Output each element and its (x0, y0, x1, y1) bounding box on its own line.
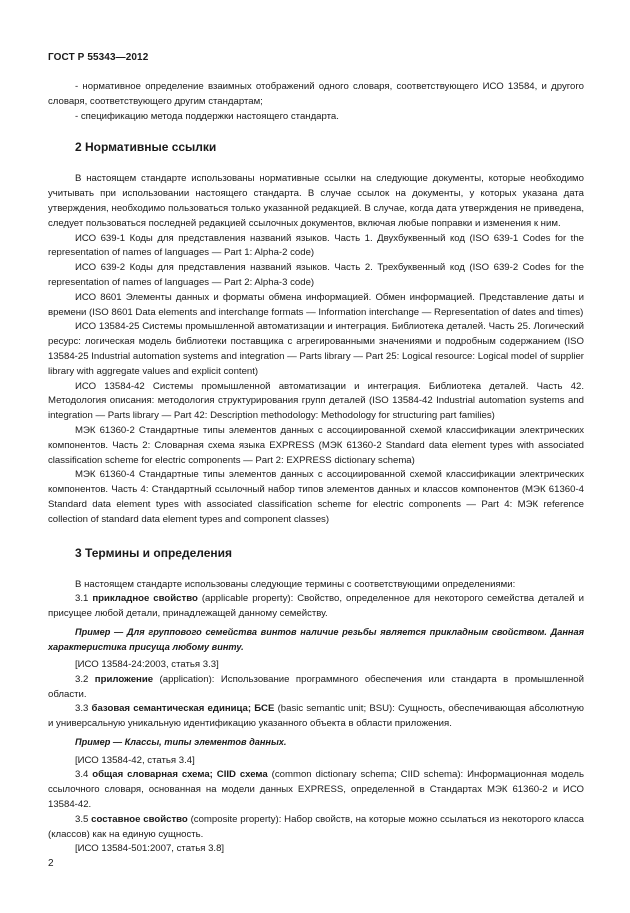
term-number: 3.4 (75, 769, 93, 781)
page-number: 2 (48, 858, 54, 869)
document-body (48, 80, 584, 857)
term-definition: (application): Использование программного обеспечения или стандарта в промышленной области. (48, 673, 584, 700)
source-1: [ИСО 13584-24:2003, статья 3.3] (75, 659, 219, 671)
term-name: составное свойство (91, 813, 188, 825)
source-2: [ИСО 13584-42, статья 3.4] (75, 754, 195, 766)
term-definition: (composite property): Набор свойств, на которые можно ссылаться из некоторого класса (классов) как на единую сущность. (48, 813, 584, 840)
intro-item-2: - спецификацию метода поддержки настоящего стандарта. (75, 110, 339, 122)
reference-iso-13584-25: ИСО 13584-25 Системы промышленной автоматизации и интеграция. Библиотека деталей. Часть 25. Логический ресурс: логическая модель библиотеки поставщика с агрегированными значениями и подробным содержанием (ISO 13584-25 Industrial automation systems and integration — Parts library — Part 25: Logical resource: Logical model of supplier library with aggregate values and explicit content) (48, 321, 584, 377)
example-1: Пример — Для группового семейства винтов наличие резьбы является прикладным свойством. Данная характеристика присуща любому винту. (48, 626, 584, 652)
section-2-paragraph: В настоящем стандарте использованы нормативные ссылки на следующие документы, которые необходимо учитывать при использовании настоящего стандарта. В случае ссылок на документы, у которых указана дата утверждения, необходимо пользоваться только указанной редакцией. В случае, когда дата утверждения не приведена, следует пользоваться последней редакцией ссылочных документов, включая любые поправки и изменения к ним. (48, 173, 584, 229)
term-name: прикладное свойство (92, 593, 198, 605)
term-number: 3.5 (75, 813, 92, 825)
term-number: 3.3 (75, 703, 92, 715)
term-3-5 (48, 813, 584, 843)
term-definition: (applicable property): Свойство, определенное для некоторого семейства деталей и присущее любой детали, принадлежащей данному семейству. (48, 593, 584, 620)
term-3-2 (48, 673, 584, 703)
term-name: приложение (94, 673, 154, 685)
term-3-1 (48, 592, 584, 622)
source-3: [ИСО 13584-501:2007, статья 3.8] (75, 843, 225, 855)
term-name: общая словарная схема; CIID схема (92, 769, 268, 781)
section-3-intro: В настоящем стандарте использованы следующие термины с соответствующими определениями: (75, 578, 516, 590)
term-3-3 (48, 702, 584, 732)
term-3-4 (48, 768, 584, 812)
term-number: 3.2 (75, 673, 95, 685)
intro-item-1: - нормативное определение взаимных отображений одного словаря, соответствующего ИСО 13584, и другого словаря, соответствующего другим стандартам; (48, 81, 584, 107)
section-3-heading: 3 Термины и определения (75, 545, 233, 560)
term-definition: (common dictionary schema; CIID schema): Информационная модель ссылочного словаря, основанная на модели данных EXPRESS, определенной в Стандартах МЭК 61360-2 и ИСО 13584-42. (48, 769, 584, 811)
section-2-heading: 2 Нормативные ссылки (75, 140, 217, 155)
term-definition: (basic semantic unit; BSU): Сущность, обеспечивающая абсолютную и универсальную уникальную идентификацию указанного объекта в области приложения. (48, 703, 585, 730)
reference-iso-639-2: ИСО 639-2 Коды для представления названий языков. Часть 2. Трехбуквенный код (ISO 639-2 Codes for the representation of names of languages — Part 2: Alpha-3 code) (48, 262, 584, 288)
term-number: 3.1 (75, 593, 93, 605)
reference-iec-61360-2: МЭК 61360-2 Стандартные типы элементов данных с ассоциированной схемой классификации электрических компонентов. Часть 2: Словарная схема языка EXPRESS (МЭК 61360-2 Standard data element types with associated classification scheme for electric components — Part 2: EXPRESS dictionary schema) (48, 424, 584, 466)
reference-iso-8601: ИСО 8601 Элементы данных и форматы обмена информацией. Обмен информацией. Представление даты и времени (ISO 8601 Data elements and interchange formats — Information interchange — Representation of dates and times) (48, 291, 584, 318)
example-2: Пример — Классы, типы элементов данных. (75, 737, 287, 748)
reference-iso-13584-42: ИСО 13584-42 Системы промышленной автоматизации и интеграция. Библиотека деталей. Часть 42. Методология описания: методология структурирования групп деталей (ISO 13584-42 Industrial automation systems and integration — Parts library — Part 42: Description methodology: Methodology for structuring part families) (48, 380, 584, 422)
term-name: базовая семантическая единица; БСЕ (91, 703, 275, 715)
reference-iso-639-1: ИСО 639-1 Коды для представления названий языков. Часть 1. Двухбуквенный код (ISO 639-1 Codes for the representation of names of languages — Part 1: Alpha-2 code) (48, 232, 584, 259)
document-header: ГОСТ Р 55343—2012 (48, 52, 149, 63)
reference-iec-61360-4: МЭК 61360-4 Стандартные типы элементов данных с ассоциированной схемой классификации электрических компонентов. Часть 4: Стандартный ссылочный набор типов элементов данных и классов компонентов (МЭК 61360-4 Standard data element types with associated classification scheme for electric components — Part 4: МЭК reference collection of standard data element types and component classes) (48, 469, 584, 525)
